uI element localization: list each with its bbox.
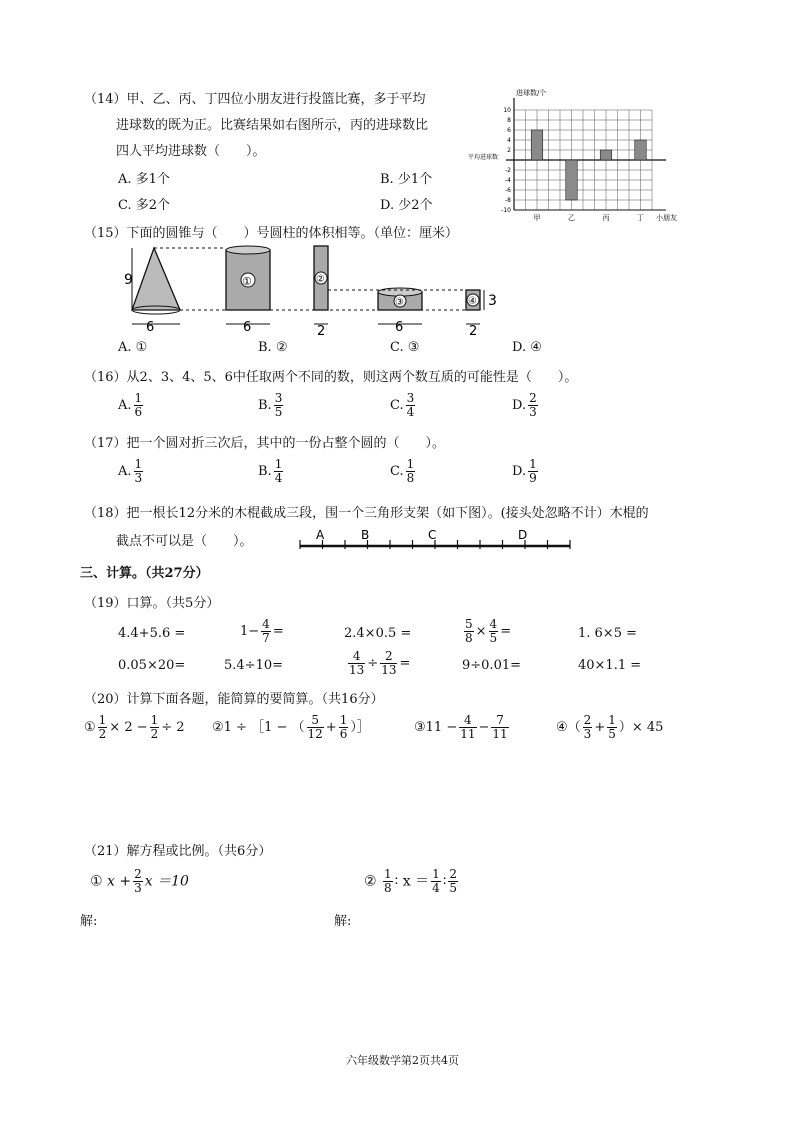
q16-question: （16）从2、3、4、5、6中任取两个不同的数，则这两个数互质的可能性是（ ）。 bbox=[84, 370, 578, 385]
cylinder-3-diameter: 6 bbox=[395, 320, 404, 335]
q19-item-9: 9÷0.01= bbox=[462, 658, 522, 673]
cone-height-label: 9 bbox=[124, 272, 133, 288]
q21-solution-1-label: 解: bbox=[80, 914, 98, 929]
cone-shape bbox=[132, 248, 180, 310]
point-b-label: B bbox=[361, 528, 370, 542]
q14-line1: （14）甲、乙、丙、丁四位小朋友进行投篮比赛，多于平均 bbox=[84, 92, 426, 107]
q16-option-d: D. $\frac{2}{3}$ bbox=[512, 391, 537, 419]
point-d-label: D bbox=[518, 528, 528, 542]
baseline-label: 平均进球数 bbox=[468, 154, 499, 161]
page-footer: 六年级数学第2页共4页 bbox=[346, 1054, 459, 1067]
q19-item-6: 0.05×20= bbox=[118, 658, 186, 673]
q19-item-1: 4.4+5.6 = bbox=[118, 626, 186, 641]
q21-title: （21）解方程或比例。（共6分） bbox=[84, 844, 272, 859]
q20-expr-3: ③11 − $\frac{4}{11}$ − $\frac{7}{11}$ bbox=[414, 713, 508, 741]
q17-question: （17）把一个圆对折三次后，其中的一份占整个圆的（ ）。 bbox=[84, 436, 446, 451]
q19-title: （19）口算。（共5分） bbox=[84, 596, 220, 611]
q19-item-4: $\frac{5}{8}$ × $\frac{4}{5}$ = bbox=[465, 617, 512, 645]
cylinder-2-label: ② bbox=[316, 274, 325, 285]
q19-item-8: $\frac{4}{13}$ ÷ $\frac{2}{13}$ = bbox=[349, 649, 411, 677]
cylinder-4-height: 3 bbox=[488, 293, 497, 309]
q17-option-a: A. $\frac{1}{3}$ bbox=[118, 457, 143, 485]
cylinder-4-label: ④ bbox=[468, 296, 477, 307]
q17-option-c: C. $\frac{1}{8}$ bbox=[390, 457, 415, 485]
y-tick-label: 4 bbox=[507, 137, 511, 144]
x-tick-label: 乙 bbox=[568, 214, 575, 222]
cylinder-1-label: ① bbox=[242, 275, 252, 288]
y-tick-label: 6 bbox=[507, 127, 511, 134]
cylinder-1-diameter: 6 bbox=[243, 320, 252, 335]
q15-option-c: C. ③ bbox=[390, 340, 420, 355]
q15-option-a: A. ① bbox=[118, 340, 148, 355]
q19-item-3: 2.4×0.5 = bbox=[344, 626, 412, 641]
section-3-title: 三、计算。（共27分） bbox=[80, 566, 209, 581]
cylinder-3-label: ③ bbox=[395, 297, 404, 308]
q17-option-d: D. $\frac{1}{9}$ bbox=[512, 457, 537, 485]
x-tick-label: 甲 bbox=[533, 214, 541, 222]
q19-item-5: 1. 6×5 = bbox=[578, 626, 637, 641]
q15-option-d: D. ④ bbox=[512, 340, 542, 355]
q14-line3: 四人平均进球数（ ）。 bbox=[116, 144, 266, 159]
bar-丁 bbox=[635, 140, 647, 160]
bar-甲 bbox=[531, 130, 543, 160]
cone-cylinders-figure bbox=[118, 238, 508, 338]
q15-question: （15）下面的圆锥与（ ）号圆柱的体积相等。（单位：厘米） bbox=[84, 226, 459, 241]
q20-expr-4: ④（ $\frac{2}{3}$ + $\frac{1}{5}$ ）× 45 bbox=[556, 713, 664, 741]
basketball-chart bbox=[466, 84, 677, 226]
q20-expr-1: ① $\frac{1}{2}$ × 2 − $\frac{1}{2}$ ÷ 2 bbox=[84, 713, 185, 741]
q16-option-c: C. $\frac{3}{4}$ bbox=[390, 391, 415, 419]
y-tick-label: -2 bbox=[505, 167, 511, 174]
cone-diameter-label: 6 bbox=[146, 320, 155, 335]
y-tick-label: 2 bbox=[507, 147, 511, 154]
y-tick-label: -10 bbox=[501, 207, 511, 214]
q18-line2: 截点不可以是（ ）。 bbox=[116, 534, 253, 549]
q21-equation-1: ① x + $\frac{2}{3}$ x ＝10 bbox=[90, 867, 189, 895]
q16-option-a: A. $\frac{1}{6}$ bbox=[118, 391, 143, 419]
y-axis-label: 进球数/个 bbox=[516, 89, 547, 97]
q20-expr-2: ②1 ÷ ［1 − （ $\frac{5}{12}$ + $\frac{1}{6}$ ）］ bbox=[212, 713, 370, 741]
y-tick-label: -8 bbox=[505, 197, 511, 204]
q21-equation-2: ② $\frac{1}{8}$ ∶ x ＝ $\frac{1}{4}$ ∶ $\frac{2}{5}$ bbox=[364, 867, 458, 895]
q19-item-2: 1− $\frac{4}{7}$ = bbox=[240, 617, 284, 645]
y-tick-label: -6 bbox=[505, 187, 511, 194]
stick-figure bbox=[294, 526, 578, 552]
y-tick-label: -4 bbox=[505, 177, 511, 184]
q17-option-b: B. $\frac{1}{4}$ bbox=[258, 457, 283, 485]
q21-solution-2-label: 解: bbox=[334, 914, 352, 929]
q14-option-d: D. 少2个 bbox=[380, 198, 433, 213]
x-tick-label: 丁 bbox=[637, 214, 644, 222]
q15-option-b: B. ② bbox=[258, 340, 288, 355]
point-c-label: C bbox=[428, 528, 437, 542]
q14-option-c: C. 多2个 bbox=[118, 198, 171, 213]
cylinder-1-top bbox=[226, 246, 270, 254]
y-tick-label: 8 bbox=[507, 117, 511, 124]
q14-option-a: A. 多1个 bbox=[118, 172, 170, 187]
q16-option-b: B. $\frac{3}{5}$ bbox=[258, 391, 283, 419]
q19-item-7: 5.4÷10= bbox=[224, 658, 284, 673]
bar-丙 bbox=[600, 150, 612, 160]
bar-乙 bbox=[566, 160, 578, 200]
q19-item-10: 40×1.1 = bbox=[578, 658, 642, 673]
cylinder-2-diameter: 2 bbox=[317, 324, 326, 339]
q18-line1: （18）把一根长12分米的木棍截成三段，围一个三角形支架（如下图）。(接头处忽略不计）木棍的 bbox=[84, 506, 649, 521]
y-tick-label: 10 bbox=[503, 107, 511, 114]
point-a-label: A bbox=[316, 528, 325, 542]
x-axis-label: 小朋友 bbox=[656, 214, 677, 222]
q14-line2: 进球数的既为正。比赛结果如右图所示，丙的进球数比 bbox=[116, 118, 429, 133]
x-tick-label: 丙 bbox=[602, 214, 610, 222]
q20-title: （20）计算下面各题，能简算的要简算。（共16分） bbox=[84, 692, 384, 707]
cylinder-4-diameter: 2 bbox=[469, 324, 478, 339]
q14-option-b: B. 少1个 bbox=[380, 172, 433, 187]
